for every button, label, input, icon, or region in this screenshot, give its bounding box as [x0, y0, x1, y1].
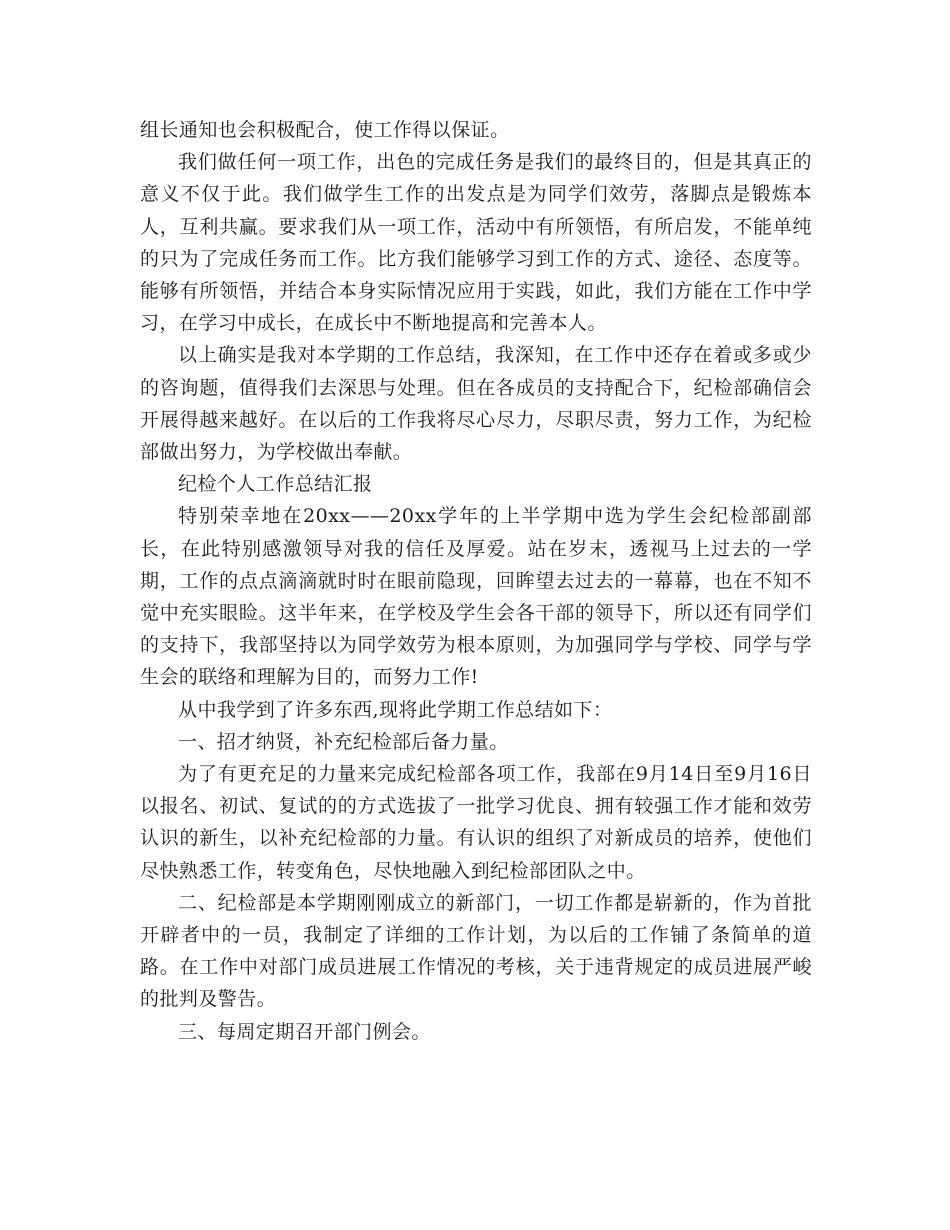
paragraph: 为了有更充足的力量来完成纪检部各项工作，我部在9月14日至9月16日以报名、初试、复试的的方式选拔了一批学习优良、拥有较强工作才能和效劳认识的新生，以补充纪检部的力量。有认识的组织了对新成员的培养，使他们尽快熟悉工作，转变角色，尽快地融入到纪检部团队之中。: [140, 763, 812, 882]
list-item: 一、招才纳贤，补充纪检部后备力量。: [178, 730, 509, 753]
list-item: 三、每周定期召开部门例会。: [178, 1020, 431, 1043]
paragraph: 从中我学到了许多东西,现将此学期工作总结如下：: [178, 698, 613, 721]
paragraph: 我们做任何一项工作，出色的完成任务是我们的最终目的，但是其真正的意义不仅于此。我们做学生工作的出发点是为同学们效劳，落脚点是锻炼本人，互利共赢。要求我们从一项工作，活动中有所领悟，有所启发，不能单纯的只为了完成任务而工作。比方我们能够学习到工作的方式、途径、态度等。能够有所领悟，并结合本身实际情况应用于实践，如此，我们方能在工作中学习，在学习中成长，在成长中不断地提高和完善本人。: [140, 151, 812, 335]
paragraph: 以上确实是我对本学期的工作总结，我深知，在工作中还存在着或多或少的咨询题，值得我们去深思与处理。但在各成员的支持配合下，纪检部确信会开展得越来越好。在以后的工作我将尽心尽力，尽职尽责，努力工作，为纪检部做出努力，为学校做出奉献。: [140, 344, 812, 464]
document-body: [140, 114, 812, 1048]
paragraph: 组长通知也会积极配合，使工作得以保证。: [140, 119, 510, 141]
list-item: 二、纪检部是本学期刚刚成立的新部门，一切工作都是崭新的，作为首批开辟者中的一员，我制定了详细的工作计划，为以后的工作铺了条简单的道路。在工作中对部门成员进展工作情况的考核，关于违背规定的成员进展严峻的批判及警告。: [140, 891, 812, 1011]
section-heading: 纪检个人工作总结汇报: [178, 473, 373, 496]
paragraph: 特别荣幸地在20xx——20xx学年的上半学期中选为学生会纪检部副部长，在此特别感激领导对我的信任及厚爱。站在岁末，透视马上过去的一学期，工作的点点滴滴就时时在眼前隐现，回眸望去过去的一幕幕，也在不知不觉中充实眼睑。这半年来，在学校及学生会各干部的领导下，所以还有同学们的支持下，我部坚持以为同学效劳为根本原则，为加强同学与学校、同学与学生会的联络和理解为目的，而努力工作!: [140, 505, 812, 689]
